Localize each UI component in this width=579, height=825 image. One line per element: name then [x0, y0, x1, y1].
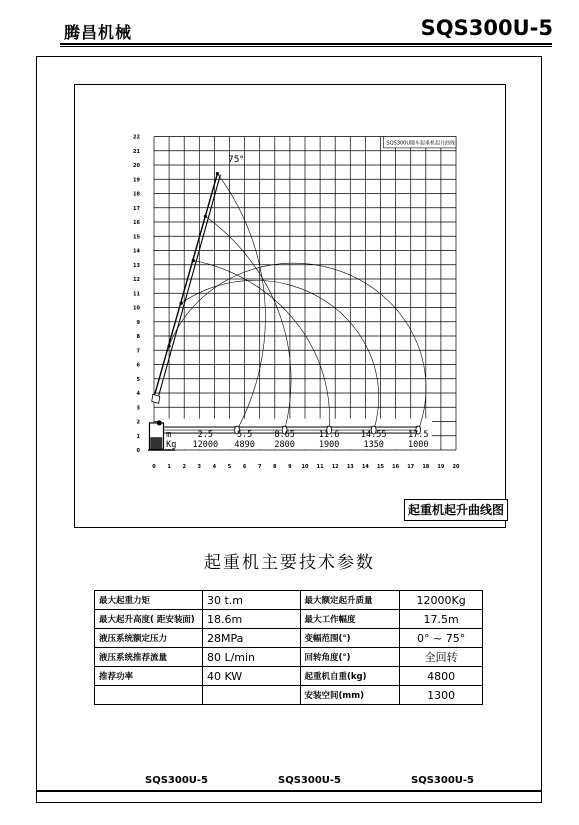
radius-value: 8.65: [274, 430, 295, 441]
lifting-curve-chart: [74, 84, 506, 528]
header-rule-thin: [60, 46, 552, 47]
spec-row: [95, 667, 483, 686]
y-tick-label: 3: [136, 405, 140, 412]
y-tick-label: 7: [136, 348, 140, 355]
spec-label: 安装空间(mm): [300, 686, 400, 705]
y-tick-label: 0: [136, 448, 140, 454]
x-tick-label: 10: [301, 464, 309, 470]
y-tick-label: 12: [133, 277, 140, 283]
y-tick-label: 22: [133, 134, 140, 141]
radius-unit-label: m: [166, 430, 172, 441]
y-tick-label: 19: [133, 177, 140, 184]
header-rule: [60, 43, 552, 45]
x-tick-label: 19: [437, 464, 445, 470]
spec-label: 液压系统推荐流量: [95, 648, 203, 667]
y-tick-label: 17: [133, 205, 140, 212]
y-tick-label: 11: [133, 291, 140, 298]
load-value: 2800: [274, 440, 295, 451]
y-tick-label: 9: [136, 319, 140, 326]
footer-rule: [36, 790, 542, 792]
radius-value: 5.5: [236, 430, 253, 441]
x-tick-label: 15: [377, 464, 384, 470]
spec-value: 全回转: [400, 648, 483, 667]
y-tick-label: 1: [136, 433, 140, 440]
y-tick-label: 5: [136, 376, 140, 383]
lifting-arc: [193, 260, 329, 430]
spec-label: 变幅范围(°): [300, 629, 400, 648]
x-tick-label: 2: [182, 464, 186, 470]
spec-row: [95, 629, 483, 648]
chart-grid: [154, 137, 456, 451]
x-tick-label: 9: [288, 464, 292, 470]
lifting-arc: [169, 263, 426, 430]
spec-value: 80 L/min: [202, 648, 300, 667]
x-tick-label: 20: [452, 464, 460, 470]
load-value: 1000: [408, 440, 429, 451]
spec-row: [95, 591, 483, 610]
brand-name: 腾昌机械: [64, 23, 133, 42]
x-tick-label: 6: [242, 464, 247, 470]
y-tick-label: 8: [136, 334, 140, 340]
spec-value: 28MPa: [202, 629, 300, 648]
footer-model-2: SQS300U-5: [278, 775, 342, 786]
footer-model-3: SQS300U-5: [411, 775, 475, 786]
radius-value: 17.5: [408, 430, 429, 441]
spec-value: 0° ~ 75°: [400, 629, 483, 648]
x-tick-label: 4: [212, 464, 217, 470]
radius-value: 2.5: [197, 430, 214, 441]
x-tick-label: 8: [273, 464, 277, 470]
crane-pivot: [157, 420, 162, 425]
spec-value: 17.5m: [400, 610, 483, 629]
y-tick-label: 2: [136, 419, 140, 426]
x-tick-label: 17: [407, 464, 415, 470]
y-tick-label: 4: [136, 391, 140, 397]
spec-value: 12000Kg: [400, 591, 483, 610]
x-tick-label: 3: [197, 464, 202, 470]
x-tick-label: 14: [361, 464, 369, 470]
x-tick-label: 13: [346, 464, 354, 470]
boom-raised-outline: [155, 174, 218, 395]
y-tick-label: 21: [133, 148, 140, 155]
y-tick-label: 20: [133, 163, 140, 169]
spec-label: [95, 686, 203, 705]
x-tick-label: 7: [257, 464, 262, 470]
spec-value: [202, 686, 300, 705]
spec-row: [95, 686, 483, 705]
x-tick-label: 12: [331, 464, 339, 470]
radius-value: 11.6: [318, 430, 340, 441]
spec-value: 18.6m: [202, 610, 300, 629]
section-title: 起重机主要技术参数: [204, 553, 375, 573]
y-tick-label: 15: [133, 234, 140, 241]
y-tick-label: 16: [133, 220, 140, 226]
load-value: 4890: [234, 440, 255, 451]
load-value: 1350: [363, 440, 384, 451]
chart-caption: 起重机起升曲线图: [404, 499, 508, 521]
spec-label: 推荐功率: [95, 667, 203, 686]
footer-model-1: SQS300U-5: [145, 775, 209, 786]
spec-value: 1300: [400, 686, 483, 705]
spec-label: 最大工作幅度: [300, 610, 400, 629]
spec-label: 最大额定起升质量: [300, 591, 400, 610]
x-tick-label: 11: [316, 464, 324, 470]
specs-table: [94, 590, 483, 705]
spec-label: 液压系统额定压力: [95, 629, 203, 648]
spec-value: 30 t.m: [202, 591, 300, 610]
radius-value: 14.55: [360, 430, 387, 441]
spec-label: 起重机自重(kg): [300, 667, 400, 686]
spec-value: 40 KW: [202, 667, 300, 686]
load-unit-label: Kg: [166, 440, 177, 451]
spec-label: 回转角度(°): [300, 648, 400, 667]
chart-inner-title: SQS300U随车起重机起升曲线: [386, 140, 456, 147]
x-tick-label: 5: [227, 464, 232, 470]
y-tick-label: 14: [133, 248, 140, 255]
y-tick-label: 10: [133, 305, 140, 312]
max-angle-label: 75°: [227, 155, 244, 166]
y-tick-label: 6: [136, 362, 140, 369]
spec-row: [95, 610, 483, 629]
load-value: 1900: [318, 440, 340, 451]
spec-label: 最大起升高度( 距安装面): [95, 610, 203, 629]
boom-cylinder: [152, 394, 160, 403]
x-tick-label: 16: [392, 464, 400, 470]
spec-label: 最大起重力矩: [95, 591, 203, 610]
y-tick-label: 18: [133, 191, 140, 198]
spec-row: [95, 648, 483, 667]
x-tick-label: 18: [422, 464, 430, 470]
spec-value: 4800: [400, 667, 483, 686]
load-value: 12000: [192, 440, 219, 451]
model-number: SQS300U-5: [420, 16, 553, 40]
crane-base-block: [150, 437, 162, 449]
lifting-arc: [205, 216, 291, 430]
y-tick-label: 13: [133, 262, 140, 269]
lifting-arc: [217, 174, 265, 431]
x-tick-label: 1: [167, 464, 171, 470]
x-tick-label: 0: [152, 464, 156, 470]
